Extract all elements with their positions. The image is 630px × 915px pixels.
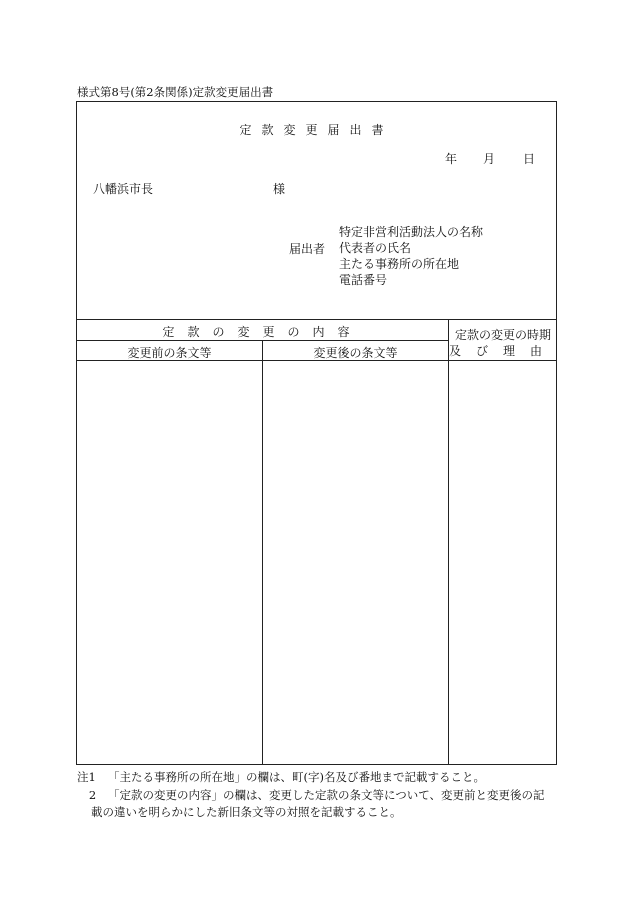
before-header: 変更前の条文等 — [127, 346, 212, 360]
date-month: 月 — [483, 152, 496, 166]
filer-field-phone: 電話番号 — [339, 273, 388, 287]
column-divider-1 — [262, 340, 263, 764]
date-day: 日 — [523, 152, 536, 166]
filer-field-representative: 代表者の氏名 — [339, 241, 412, 255]
form-box — [76, 101, 557, 765]
form-title: 定款変更届出書 — [239, 123, 394, 137]
note-2 — [77, 787, 545, 805]
date-line — [445, 150, 535, 167]
note-2-text: 「定款の変更の内容」の欄は、変更した定款の条文等について、変更前と変更後の記 — [108, 787, 545, 802]
filer-field-office-address: 主たる事務所の所在地 — [339, 257, 460, 271]
note-2-continuation: 載の違いを明らかにした新旧条文等の対照を記載すること。 — [91, 805, 402, 819]
table-top-border — [77, 319, 556, 320]
filer-fields — [339, 224, 483, 288]
form-heading: 様式第8号(第2条関係)定款変更届出書 — [77, 85, 274, 99]
note-1 — [77, 769, 545, 787]
filer-label: 届出者 — [289, 242, 326, 256]
after-header: 変更後の条文等 — [313, 346, 398, 360]
note-2-number: 2 — [88, 787, 97, 802]
date-year: 年 — [445, 152, 458, 166]
note-1-text: 「主たる事務所の所在地」の欄は、町(字)名及び番地まで記載すること。 — [108, 770, 485, 784]
content-header: 定款の変更の内容 — [162, 325, 363, 339]
filer-field-org-name: 特定非営利活動法人の名称 — [339, 225, 484, 239]
honorific: 様 — [273, 182, 286, 196]
timing-header-line2: 及び理由 — [449, 344, 558, 358]
recipient: 八幡浜市長 — [93, 182, 154, 196]
column-divider-2 — [448, 319, 449, 764]
notes — [77, 769, 545, 822]
note-1-number: 注1 — [77, 770, 96, 784]
timing-header-line1: 定款の変更の時期 — [454, 328, 551, 342]
